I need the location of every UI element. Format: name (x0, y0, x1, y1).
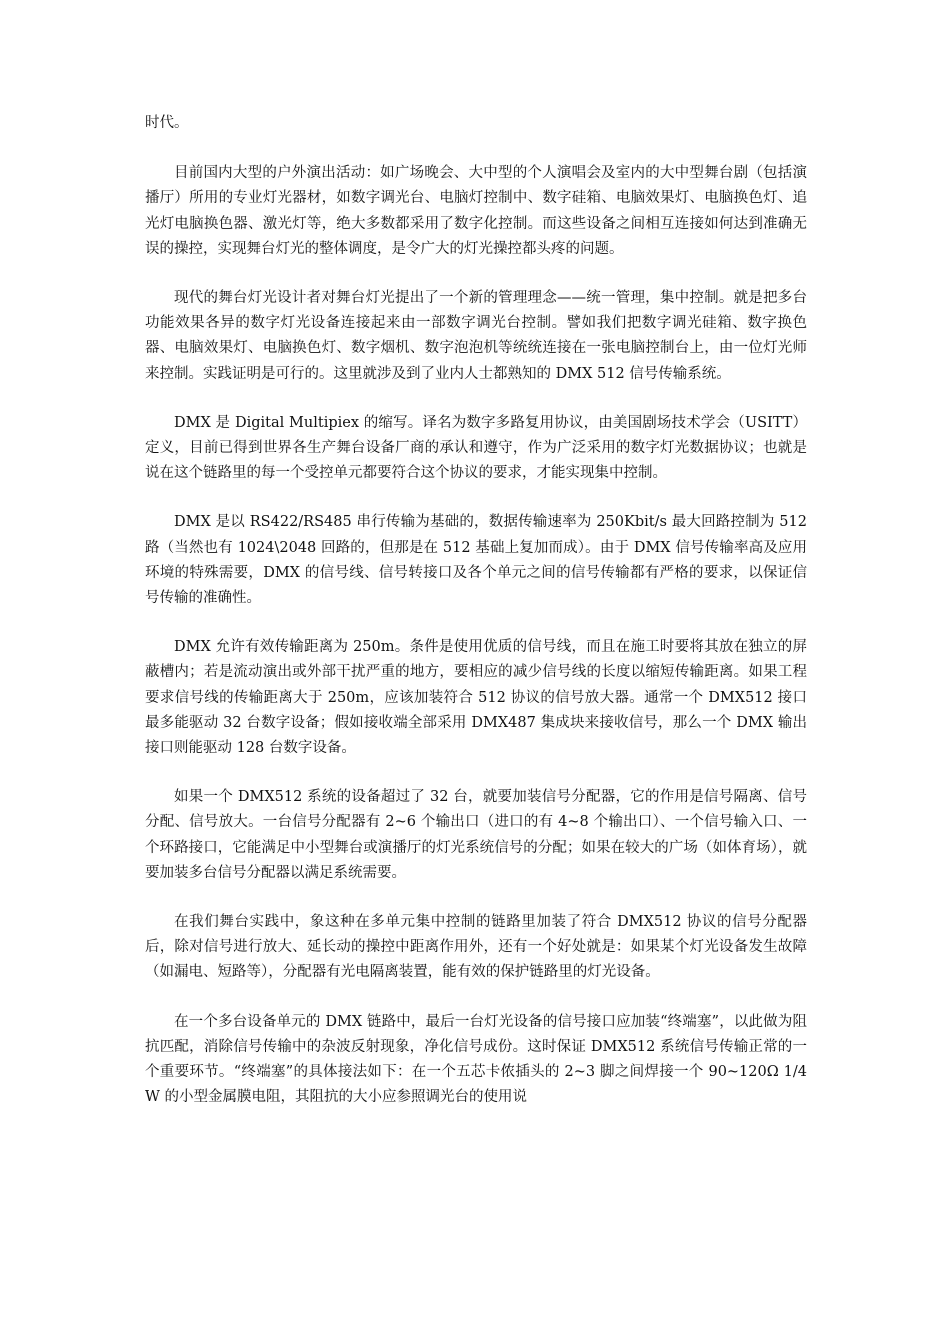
paragraph-terminator: 在一个多台设备单元的 DMX 链路中，最后一台灯光设备的信号接口应加装“终端塞”，以此做为阻抗匹配，消除信号传输中的杂波反射现象，净化信号成份。这时保证 DMX512 系统信号传输正常的一个重要环节。“终端塞”的具体接法如下：在一个五芯卡侬插头的 2~3 脚之间焊接一个 90~120Ω 1/4 W 的小型金属膜电阻，其阻抗的大小应参照调光台的使用说 (145, 1013, 807, 1106)
paragraph-signal-splitter: 如果一个 DMX512 系统的设备超过了 32 台，就要加装信号分配器，它的作用是信号隔离、信号分配、信号放大。一台信号分配器有 2~6 个输出口（进口的有 4~8 个输出口）、一个信号输入口、一个环路接口，它能满足中小型舞台或演播厅的灯光系统信号的分配；如果在较大的广场（如体育场），就要加装多台信号分配器以满足系统需要。 (145, 789, 807, 881)
paragraph-outdoor-performance: 目前国内大型的户外演出活动：如广场晚会、大中型的个人演唱会及室内的大中型舞台剧（包括演播厅）所用的专业灯光器材，如数字调光台、电脑灯控制中、数字硅箱、电脑效果灯、电脑换色灯、追光灯电脑换色器、激光灯等，绝大多数都采用了数字化控制。而这些设备之间相互连接如何达到准确无误的操控，实现舞台灯光的整体调度，是令广大的灯光操控都头疼的问题。 (145, 165, 807, 257)
paragraph-dmx-transmission: DMX 是以 RS422/RS485 串行传输为基础的，数据传输速率为 250Kbit/s 最大回路控制为 512 路（当然也有 1024\2048 回路的，但那是在 512 基础上复加而成）。由于 DMX 信号传输率高及应用环境的特殊需要，DMX 的信号线、信号转接口及各个单元之间的信号传输都有严格的要求，以保证信号传输的准确性。 (145, 514, 807, 607)
paragraph-continuation: 时代。 (145, 115, 189, 131)
paragraph-unified-management: 现代的舞台灯光设计者对舞台灯光提出了一个新的管理理念——统一管理，集中控制。就是把多台功能效果各异的数字灯光设备连接起来由一部数字调光台控制。譬如我们把数字调光硅箱、数字换色器、电脑效果灯、电脑换色灯、数字烟机、数字泡泡机等统统连接在一张电脑控制台上，由一位灯光师来控制。实践证明是可行的。这里就涉及到了业内人士都熟知的 DMX 512 信号传输系统。 (145, 290, 807, 382)
paragraph-dmx-definition: DMX 是 Digital Multipiex 的缩写。译名为数字多路复用协议，由美国剧场技术学会（USITT）定义，目前已得到世界各生产舞台设备厂商的承认和遵守，作为广泛采用的数字灯光数据协议；也就是说在这个链路里的每一个受控单元都要符合这个协议的要求，才能实现集中控制。 (145, 414, 807, 482)
paragraph-dmx-distance: DMX 允许有效传输距离为 250m。条件是使用优质的信号线，而且在施工时要将其放在独立的屏蔽槽内；若是流动演出或外部干扰严重的地方，要相应的减少信号线的长度以缩短传输距离。如果工程要求信号线的传输距离大于 250m，应该加装符合 512 协议的信号放大器。通常一个 DMX512 接口最多能驱动 32 台数字设备；假如接收端全部采用 DMX487 集成块来接收信号，那么一个 DMX 输出接口则能驱动 128 台数字设备。 (145, 639, 807, 757)
paragraph-stage-practice: 在我们舞台实践中，象这种在多单元集中控制的链路里加装了符合 DMX512 协议的信号分配器后，除对信号进行放大、延长动的操控中距离作用外，还有一个好处就是：如果某个灯光设备发生故障（如漏电、短路等），分配器有光电隔离装置，能有效的保护链路里的灯光设备。 (145, 914, 807, 981)
document-page (145, 111, 807, 1135)
